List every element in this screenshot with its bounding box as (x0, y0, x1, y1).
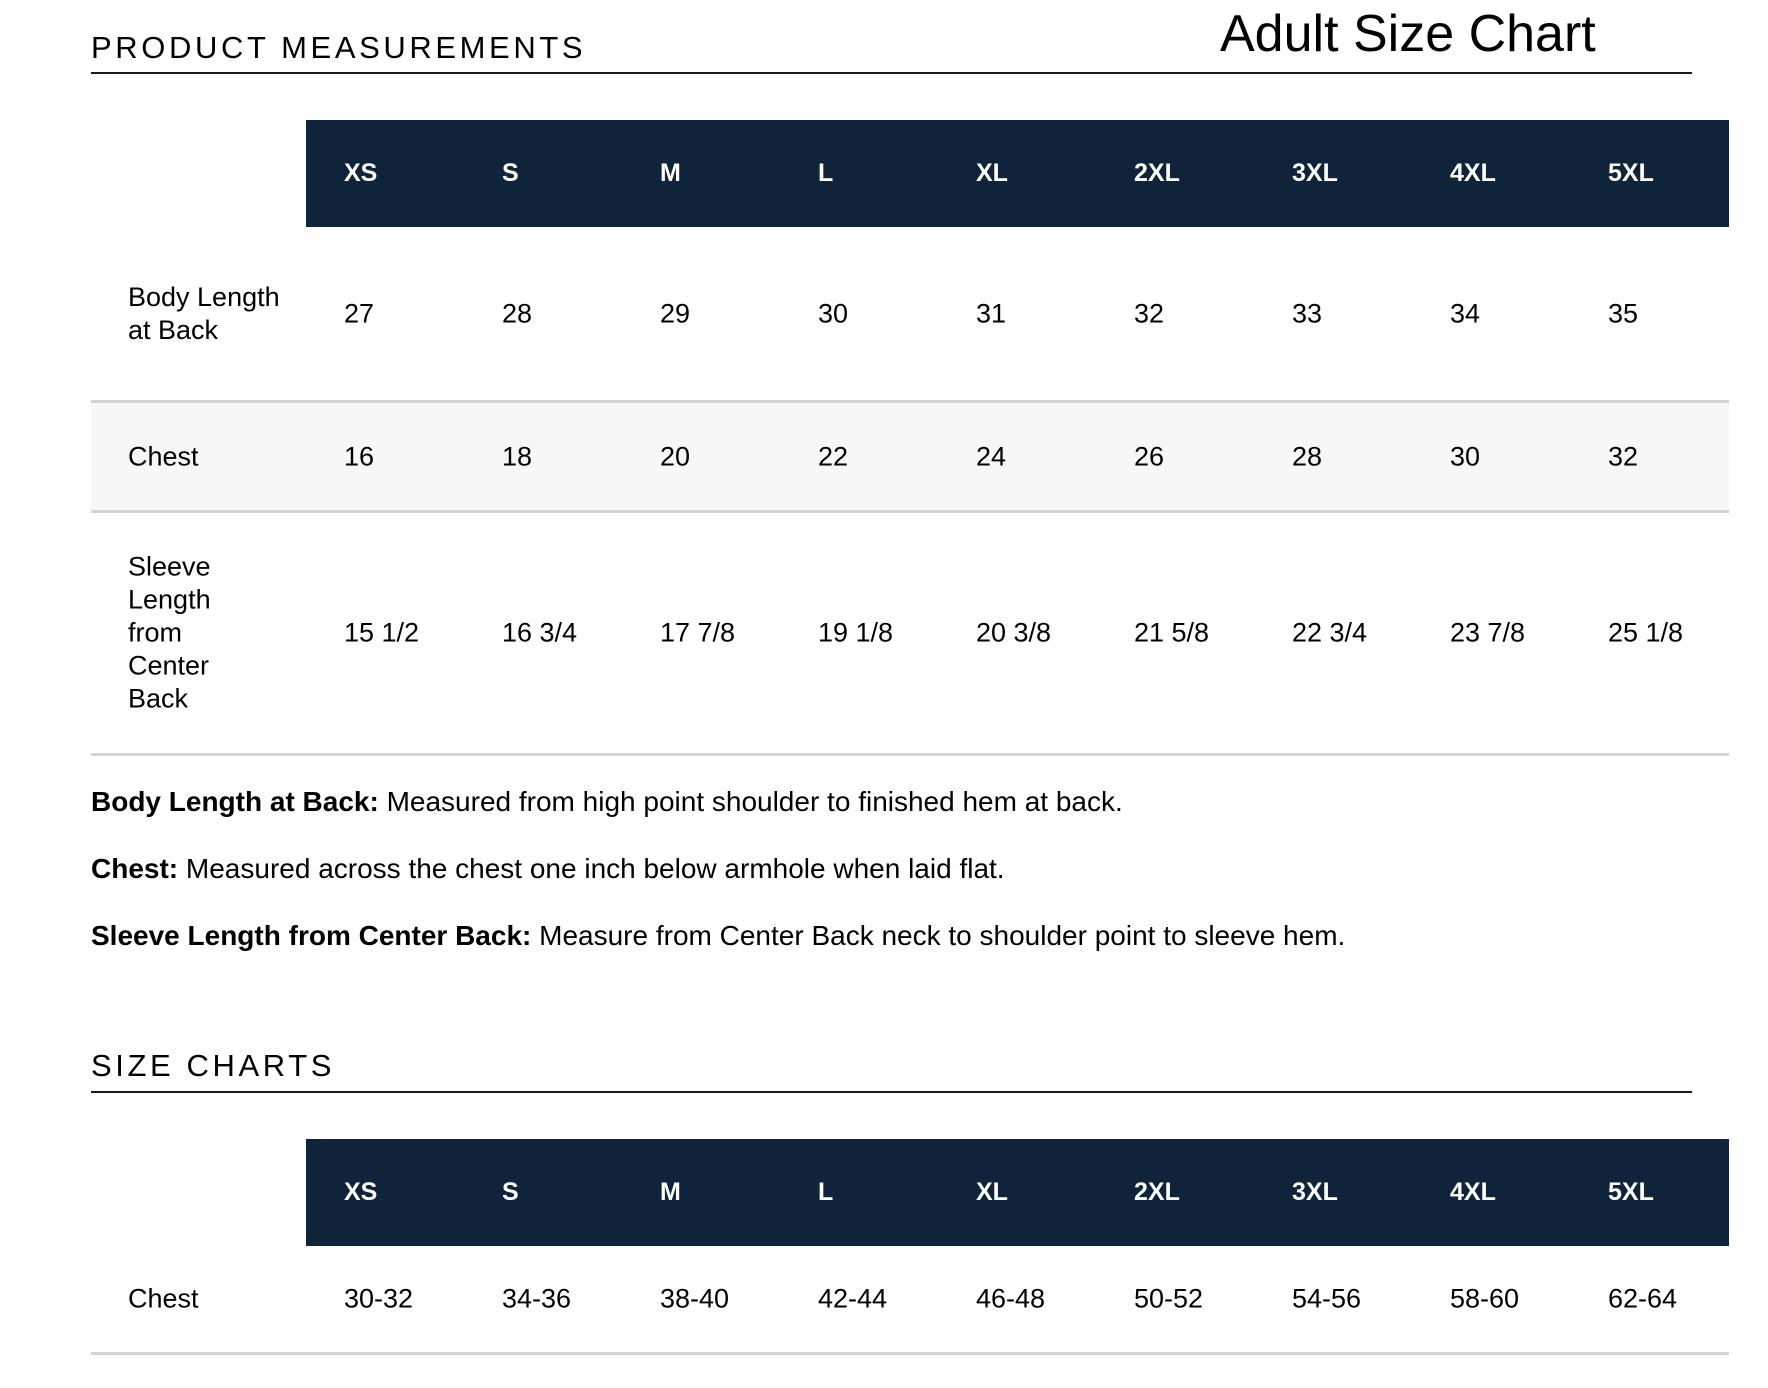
size-charts-header-row (306, 1139, 1729, 1246)
size-header-xs: XS (344, 1178, 378, 1206)
size-header-l: L (818, 159, 834, 187)
size-header-5xl: 5XL (1608, 1178, 1654, 1206)
measurements-divider (91, 72, 1692, 74)
size-charts-heading: SIZE CHARTS (91, 1048, 336, 1083)
measurement-notes (91, 782, 1691, 983)
size-header-3xl: 3XL (1292, 159, 1338, 187)
note-chest (91, 849, 1691, 889)
table-cell: 30 (1450, 441, 1481, 471)
size-charts-table (91, 1139, 1729, 1355)
table-cell: 42-44 (818, 1283, 888, 1314)
measurements-header-row (306, 120, 1729, 227)
size-header-s: S (502, 1178, 519, 1206)
table-cell: 32 (1134, 298, 1165, 328)
table-cell: 15 1/2 (344, 617, 420, 648)
table-cell: 34 (1450, 298, 1481, 328)
table-row-sleeve-length (91, 513, 1729, 756)
table-cell: 26 (1134, 441, 1165, 471)
row-label-chest: Chest (128, 441, 199, 471)
table-cell: 30-32 (344, 1283, 414, 1314)
table-cell: 24 (976, 441, 1007, 471)
table-cell: 33 (1292, 298, 1323, 328)
table-row-chest (91, 403, 1729, 513)
note-sleeve-length (91, 916, 1691, 956)
measurements-table (91, 120, 1729, 756)
size-header-2xl: 2XL (1134, 159, 1180, 187)
size-header-xs: XS (344, 159, 378, 187)
table-cell: 23 7/8 (1450, 617, 1526, 648)
size-header-xl: XL (976, 159, 1008, 187)
row-label-chest: Chest (128, 1283, 199, 1314)
table-cell: 20 (660, 441, 691, 471)
note-text: Measure from Center Back neck to shoulder point to sleeve hem. (531, 920, 1346, 951)
size-header-l: L (818, 1178, 834, 1206)
size-header-m: M (660, 1178, 681, 1206)
table-cell: 27 (344, 298, 375, 328)
table-cell: 16 3/4 (502, 617, 578, 648)
size-header-2xl: 2XL (1134, 1178, 1180, 1206)
measurements-heading: PRODUCT MEASUREMENTS (91, 30, 587, 65)
table-cell: 20 3/8 (976, 617, 1052, 648)
table-row-body-length (91, 227, 1729, 403)
row-label-sleeve-length: Sleeve Length from Center Back (128, 551, 211, 714)
table-cell: 18 (502, 441, 533, 471)
note-term: Sleeve Length from Center Back: (91, 920, 532, 951)
row-label-body-length: Body Length at Back (128, 281, 280, 345)
size-header-s: S (502, 159, 519, 187)
table-cell: 58-60 (1450, 1283, 1520, 1314)
table-cell: 46-48 (976, 1283, 1046, 1314)
note-term: Body Length at Back: (91, 786, 379, 817)
table-cell: 22 (818, 441, 849, 471)
table-cell: 29 (660, 298, 691, 328)
size-header-4xl: 4XL (1450, 1178, 1496, 1206)
table-cell: 28 (502, 298, 533, 328)
size-header-3xl: 3XL (1292, 1178, 1338, 1206)
table-cell: 38-40 (660, 1283, 730, 1314)
table-cell: 28 (1292, 441, 1323, 471)
table-cell: 21 5/8 (1134, 617, 1210, 648)
note-body-length (91, 782, 1691, 822)
table-cell: 54-56 (1292, 1283, 1362, 1314)
table-cell: 22 3/4 (1292, 617, 1368, 648)
size-header-4xl: 4XL (1450, 159, 1496, 187)
table-cell: 25 1/8 (1608, 617, 1684, 648)
table-cell: 34-36 (502, 1283, 572, 1314)
table-cell: 50-52 (1134, 1283, 1204, 1314)
size-charts-divider (91, 1091, 1692, 1093)
table-row-chest-range (91, 1246, 1729, 1355)
size-header-xl: XL (976, 1178, 1008, 1206)
note-term: Chest: (91, 853, 179, 884)
note-text: Measured across the chest one inch below armhole when laid flat. (178, 853, 1005, 884)
table-cell: 30 (818, 298, 849, 328)
note-text: Measured from high point shoulder to finished hem at back. (378, 786, 1123, 817)
table-cell: 35 (1608, 298, 1639, 328)
table-cell: 19 1/8 (818, 617, 894, 648)
size-header-5xl: 5XL (1608, 159, 1654, 187)
table-cell: 16 (344, 441, 375, 471)
table-cell: 31 (976, 298, 1007, 328)
page-title: Adult Size Chart (1220, 5, 1596, 63)
table-cell: 17 7/8 (660, 617, 736, 648)
table-cell: 62-64 (1608, 1283, 1678, 1314)
table-cell: 32 (1608, 441, 1639, 471)
size-header-m: M (660, 159, 681, 187)
